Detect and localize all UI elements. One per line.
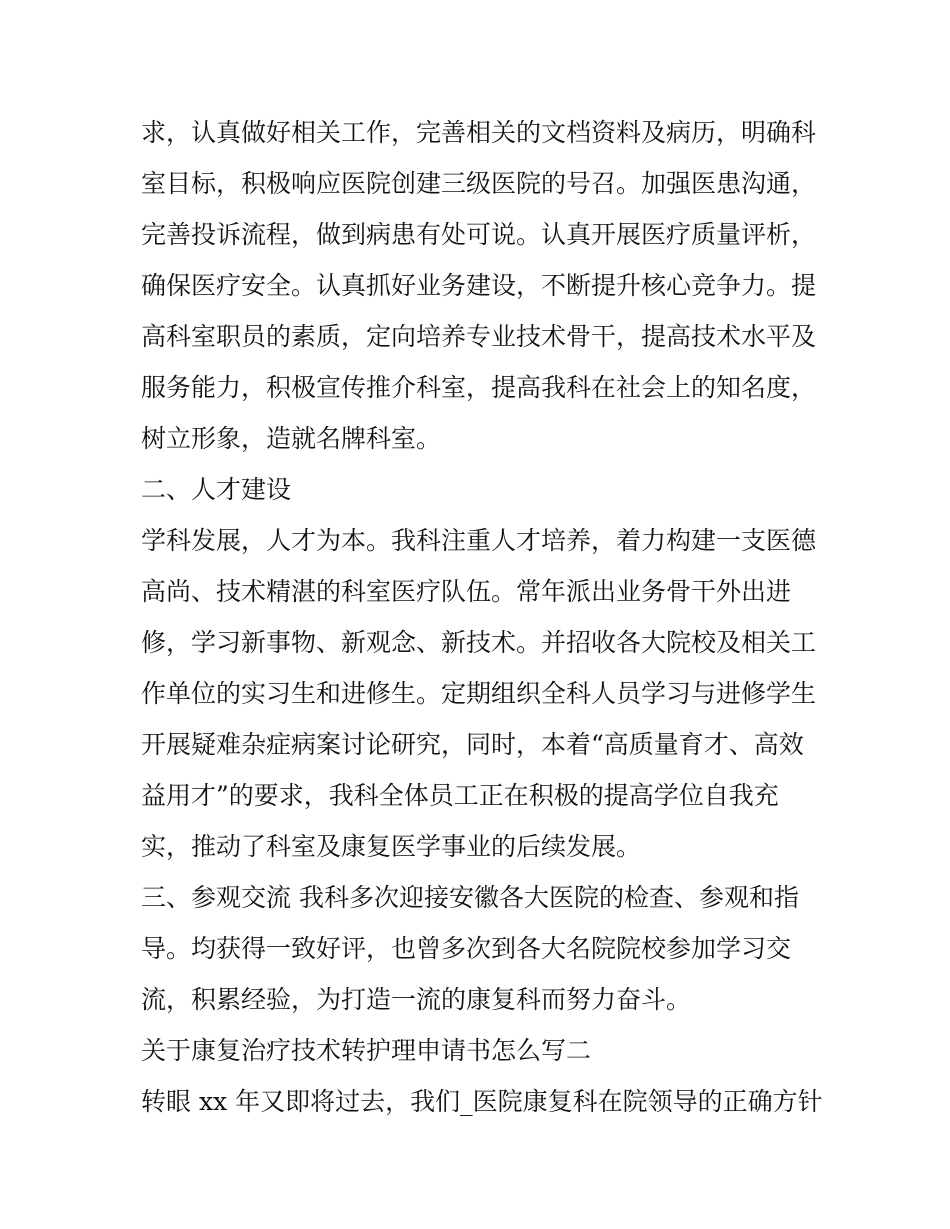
text-line: 开展疑难杂症病案讨论研究，同时，本着“高质量育才、高效 <box>141 730 804 759</box>
text-line: 益用才”的要求，我科全体员工正在积极的提高学位自我充 <box>141 781 779 810</box>
text-line: 实，推动了科室及康复医学事业的后续发展。 <box>141 832 642 861</box>
text-line: 学科发展，人才为本。我科注重人才培养，着力构建一支医德 <box>141 526 817 555</box>
section-heading: 二、人才建设 <box>141 475 292 504</box>
text-line: 服务能力，积极宣传推介科室，提高我科在社会上的知名度， <box>141 373 817 402</box>
text-line: 高尚、技术精湛的科室医疗队伍。常年派出业务骨干外出进 <box>141 577 792 606</box>
text-line: 求，认真做好相关工作，完善相关的文档资料及病历，明确科 <box>141 118 817 147</box>
text-line: 导。均获得一致好评，也曾多次到各大名院院校参加学习交 <box>141 934 792 963</box>
document-body <box>141 107 821 1127</box>
text-line: 修，学习新事物、新观念、新技术。并招收各大院校及相关工 <box>141 628 817 657</box>
section-heading: 三、参观交流 我科多次迎接安徽各大医院的检查、参观和指 <box>141 883 799 912</box>
text-line: 作单位的实习生和进修生。定期组织全科人员学习与进修学生 <box>141 679 817 708</box>
text-line: 完善投诉流程，做到病患有处可说。认真开展医疗质量评析， <box>141 220 817 249</box>
text-line: 高科室职员的素质，定向培养专业技术骨干，提高技术水平及 <box>141 322 817 351</box>
text-line: 确保医疗安全。认真抓好业务建设，不断提升核心竞争力。提 <box>141 271 817 300</box>
text-line: 室目标，积极响应医院创建三级医院的号召。加强医患沟通， <box>141 169 817 198</box>
text-line: 树立形象，造就名牌科室。 <box>141 424 442 453</box>
text-line: 流，积累经验，为打造一流的康复科而努力奋斗。 <box>141 985 692 1014</box>
text-line: 转眼 xx 年又即将过去，我们_医院康复科在院领导的正确方针 <box>141 1087 823 1116</box>
document-title: 关于康复治疗技术转护理申请书怎么写二 <box>141 1036 592 1065</box>
